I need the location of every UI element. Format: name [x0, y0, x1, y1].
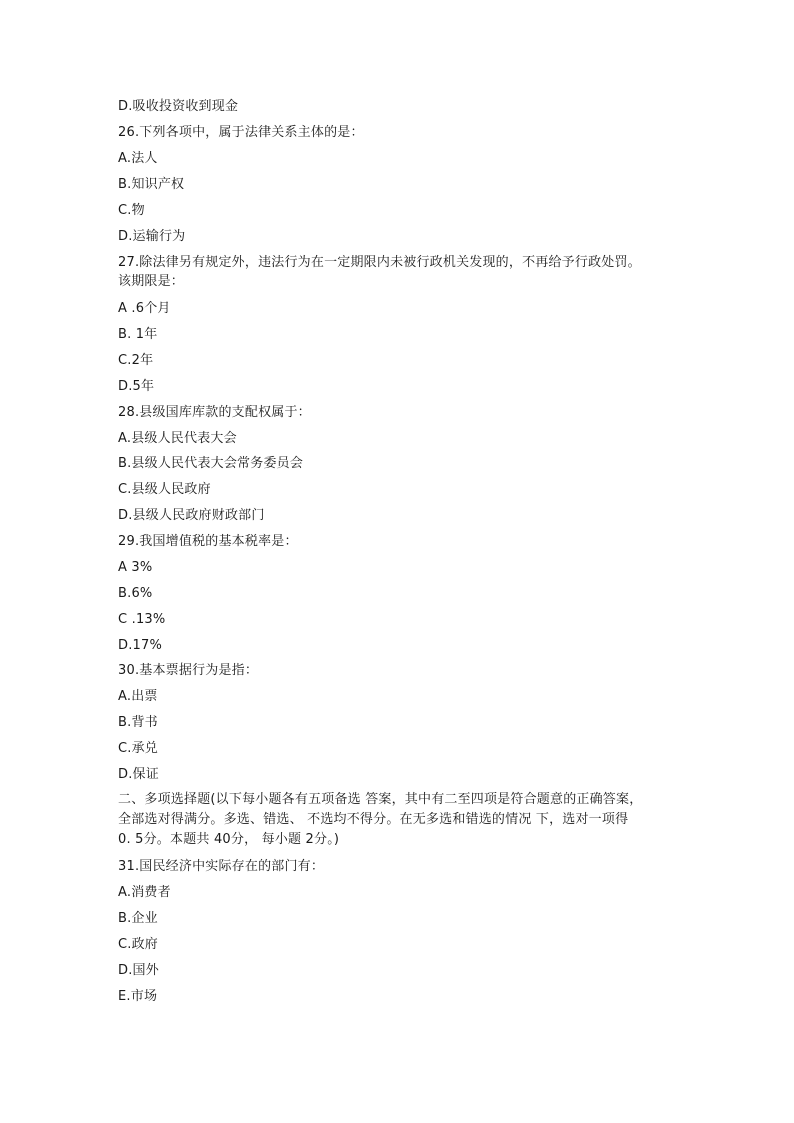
option-line: B.企业: [118, 911, 158, 926]
question-28: 28.县级国库库款的支配权属于：: [118, 405, 311, 420]
option-line: A.出票: [118, 689, 158, 704]
option-line: A.法人: [118, 151, 158, 166]
option-line: D.国外: [118, 963, 159, 978]
option-line: A 3%: [118, 560, 153, 575]
question-27-continued: 该期限是：: [118, 274, 185, 289]
option-line: A .6个月: [118, 301, 171, 316]
option-line: B. 1年: [118, 327, 158, 342]
section-heading: 二、多项选择题(以下每小题各有五项备选 答案，其中有二至四项是符合题意的正确答案，: [118, 792, 643, 807]
option-line: B.知识产权: [118, 177, 185, 192]
option-line: C.县级人民政府: [118, 482, 211, 497]
option-line: A.县级人民代表大会: [118, 431, 237, 446]
option-line: A.消费者: [118, 885, 171, 900]
option-line: C.物: [118, 203, 145, 218]
question-29: 29.我国增值税的基本税率是：: [118, 534, 298, 549]
option-line: C.承兑: [118, 741, 159, 756]
option-line: D.县级人民政府财政部门: [118, 508, 265, 523]
question-27: 27.除法律另有规定外，违法行为在一定期限内未被行政机关发现的，不再给予行政处罚。: [118, 255, 641, 270]
option-line: D.保证: [118, 767, 159, 782]
text-line: D.吸收投资收到现金: [118, 99, 239, 114]
section-instructions: 0. 5分。本题共 40分， 每小题 2分。): [118, 832, 340, 847]
option-line: D.运输行为: [118, 229, 186, 244]
section-instructions: 全部选对得满分。多选、错选、 不选均不得分。在无多选和错选的情况 下，选对一项得: [118, 812, 629, 827]
option-line: D.5年: [118, 379, 155, 394]
option-line: B.背书: [118, 715, 158, 730]
option-line: C.政府: [118, 937, 159, 952]
option-line: D.17%: [118, 638, 163, 653]
question-31: 31.国民经济中实际存在的部门有：: [118, 859, 325, 874]
question-30: 30.基本票据行为是指：: [118, 663, 259, 678]
option-line: B.县级人民代表大会常务委员会: [118, 456, 304, 471]
question-26: 26.下列各项中，属于法律关系主体的是：: [118, 125, 364, 140]
option-line: B.6%: [118, 586, 153, 601]
option-line: E.市场: [118, 989, 158, 1004]
option-line: C.2年: [118, 353, 154, 368]
option-line: C .13%: [118, 612, 166, 627]
